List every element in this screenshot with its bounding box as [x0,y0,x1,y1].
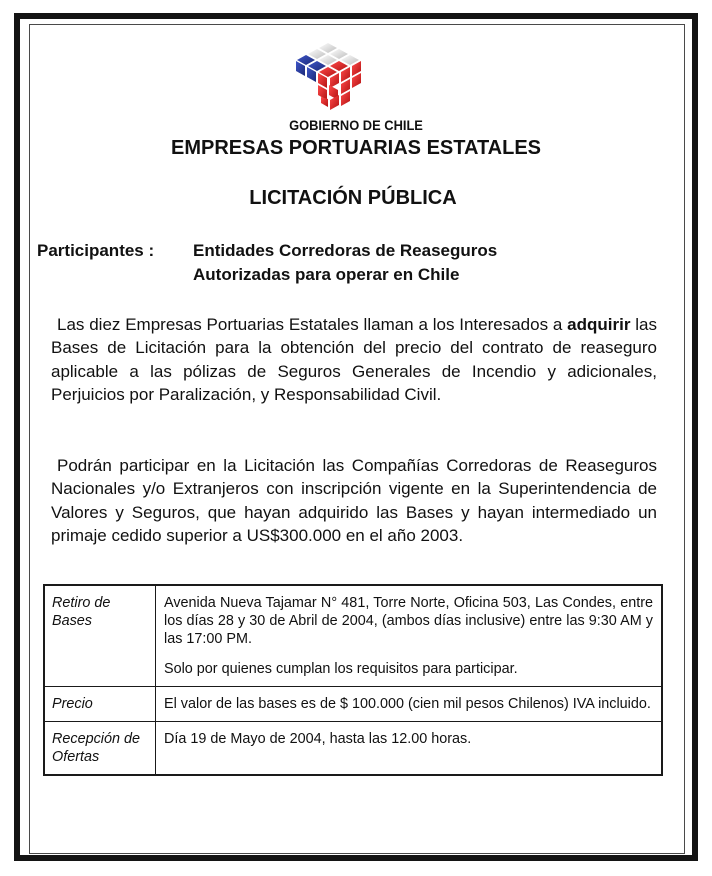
row-label-recepcion: Recepción de Ofertas [44,722,156,776]
participants-label: Participantes : [37,241,155,260]
table-row [44,585,662,687]
row-value-recepcion: Día 19 de Mayo de 2004, hasta las 12.00 horas. [156,722,663,776]
page-title: LICITACIÓN PÚBLICA [249,187,457,209]
intro-paragraph [51,313,657,406]
gobierno-de-chile-logo-icon [291,41,366,111]
table-row [44,722,662,776]
intro-bold-word: adquirir [567,315,631,334]
row-label-precio: Precio [44,687,156,722]
retiro-address: Avenida Nueva Tajamar N° 481, Torre Norte, Oficina 503, Las Condes, entre los días 28 y 30 de Abril de 2004, (ambos días inclusive) entre las 9:30 AM y las 17:00 PM. [164,595,653,647]
eligibility-paragraph: Podrán participar en la Licitación las Compañías Corredoras de Reaseguros Nacionales y/o Extranjeros con inscripción vigente en la Superintendencia de Valores y Seguros, que hayan adquirido las Bases y hayan intermediado un primaje cedido superior a US$300.000 en el año 2003. [51,456,657,545]
details-table [43,584,663,776]
intro-text-end: las Bases de Licitación para la obtención del precio del contrato de reaseguro aplicable a las pólizas de Seguros Generales de Incendio y adicionales, Perjuicios por Paralización, y Responsabilidad Civil. [51,315,657,404]
organization-name: EMPRESAS PORTUARIAS ESTATALES [170,137,542,159]
participants-line-1: Entidades Corredoras de Reaseguros [193,241,498,260]
row-value-precio: El valor de las bases es de $ 100.000 (cien mil pesos Chilenos) IVA incluido. [156,687,663,722]
participants-line-2: Autorizadas para operar en Chile [193,265,460,284]
table-row [44,687,662,722]
row-label-retiro: Retiro de Bases [44,585,156,687]
row-value-retiro [156,585,663,687]
cell-spacer [164,648,653,660]
retiro-note: Solo por quienes cumplan los requisitos para participar. [164,661,518,677]
intro-text-start: Las diez Empresas Portuarias Estatales llaman a los Interesados a [57,315,568,334]
government-label: GOBIERNO DE CHILE [289,117,423,133]
